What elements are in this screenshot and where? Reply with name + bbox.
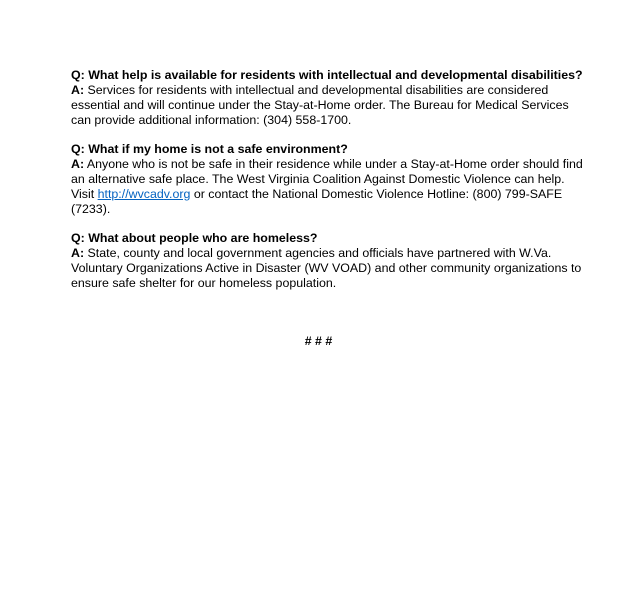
document-body <box>71 68 591 305</box>
end-mark: # # # <box>304 334 333 348</box>
answer-safe-environment <box>71 157 591 217</box>
answer-text: State, county and local government agencies and officials have partnered with W.Va. Voluntary Organizations Active in Disaster (WV VOAD) and other community organizations to ensure safe shelter for our homeless population. <box>71 246 582 290</box>
answer-text: Services for residents with intellectual and developmental disabilities are considered essential and will continue under the Stay-at-Home order. The Bureau for Medical Services can provide additional information: (304) 558-1700. <box>71 83 569 127</box>
answer-prefix: A: <box>71 157 85 171</box>
question-homeless: Q: What about people who are homeless? <box>71 231 318 245</box>
qa-item-safe-environment <box>71 142 591 217</box>
qa-item-homeless <box>71 231 591 291</box>
question-disabilities: Q: What help is available for residents with intellectual and developmental disabilities? <box>71 68 583 82</box>
qa-item-disabilities <box>71 68 591 128</box>
answer-prefix: A: <box>71 246 85 260</box>
answer-homeless <box>71 246 591 291</box>
answer-text-after-link: or contact the National Domestic Violence Hotline: (800) 799-SAFE (7233). <box>71 187 563 216</box>
wvcadv-link[interactable]: http://wvcadv.org <box>97 187 191 201</box>
question-safe-environment: Q: What if my home is not a safe environment? <box>71 142 348 156</box>
answer-disabilities <box>71 83 591 128</box>
answer-prefix: A: <box>71 83 85 97</box>
answer-text-before-link: Anyone who is not be safe in their residence while under a Stay-at-Home order should find an alternative safe place. The West Virginia Coalition Against Domestic Violence can help. Visit <box>71 157 583 201</box>
